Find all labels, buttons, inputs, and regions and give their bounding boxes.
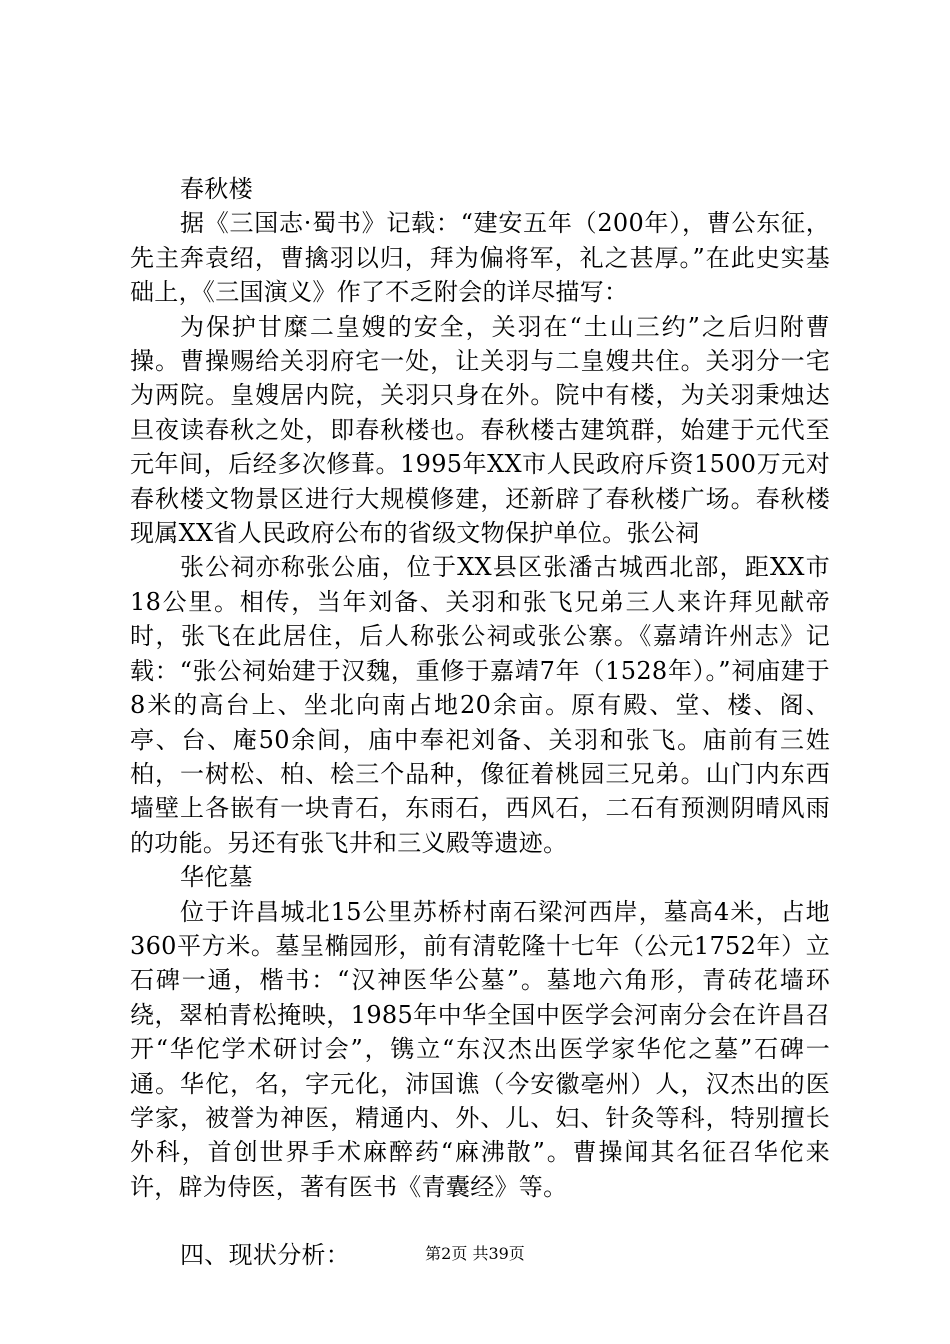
paragraph-huatuomu: 位于许昌城北15公里苏桥村南石梁河西岸，墓高4米，占地360平方米。墓呈椭园形，前有清乾隆十七年（公元1752年）立石碑一通，楷书：“汉神医华公墓”。墓地六角形，青砖花墙环绕，翠柏青松掩映，1985年中华全国中医学会河南分会在许昌召开“华佗学术研讨会”，镌立“东汉杰出医学家华佗之墓”石碑一通。华佗，名，字元化，沛国谯（今安徽亳州）人，汉杰出的医学家，被誉为神医，精通内、外、儿、妇、针灸等科，特别擅长外科，首创世界手术麻醉药“麻沸散”。曹操闻其名征召华佗来许，辟为侍医，著有医书《青囊经》等。 bbox=[130, 897, 830, 1201]
paragraph-sanguozhi: 据《三国志·蜀书》记载：“建安五年（200年），曹公东征，先主奔袁绍，曹擒羽以归，拜为偏将军，礼之甚厚。”在此史实基础上，《三国演义》作了不乏附会的详尽描写： bbox=[130, 209, 830, 307]
paragraph-zhanggongci: 张公祠亦称张公庙，位于XX县区张潘古城西北部，距XX市18公里。相传，当年刘备、关羽和张飞兄弟三人来许拜见献帝时，张飞在此居住，后人称张公祠或张公寨。《嘉靖许州志》记载：“张公祠始建于汉魏，重修于嘉靖7年（1528年）。”祠庙建于8米的高台上、坐北向南占地20余亩。原有殿、堂、楼、阁、亭、台、庵50余间，庙中奉祀刘备、关羽和张飞。庙前有三姓柏，一树松、柏、桧三个品种，像征着桃园三兄弟。山门内东西墙壁上各嵌有一块青石，东雨石，西风石，二石有预测阴晴风雨的功能。另还有张飞井和三义殿等遗迹。 bbox=[130, 553, 830, 857]
heading-chunqiulou: 春秋楼 bbox=[180, 175, 253, 203]
page-number-footer: 第2页 共39页 bbox=[425, 1244, 525, 1263]
paragraph-chunqiulou-history: 为保护甘糜二皇嫂的安全，关羽在“土山三约”之后归附曹操。曹操赐给关羽府宅一处，让关羽与二皇嫂共住。关羽分一宅为两院。皇嫂居内院，关羽只身在外。院中有楼，为关羽秉烛达旦夜读春秋之处，即春秋楼也。春秋楼古建筑群，始建于元代至元年间，后经多次修葺。1995年XX市人民政府斥资1500万元对春秋楼文物景区进行大规模修建，还新辟了春秋楼广场。春秋楼现属XX省人民政府公布的省级文物保护单位。张公祠 bbox=[130, 312, 830, 548]
heading-huatuomu: 华佗墓 bbox=[180, 863, 253, 892]
document-body bbox=[130, 172, 830, 1273]
section-heading-status-analysis: 四、现状分析： bbox=[180, 1241, 351, 1270]
